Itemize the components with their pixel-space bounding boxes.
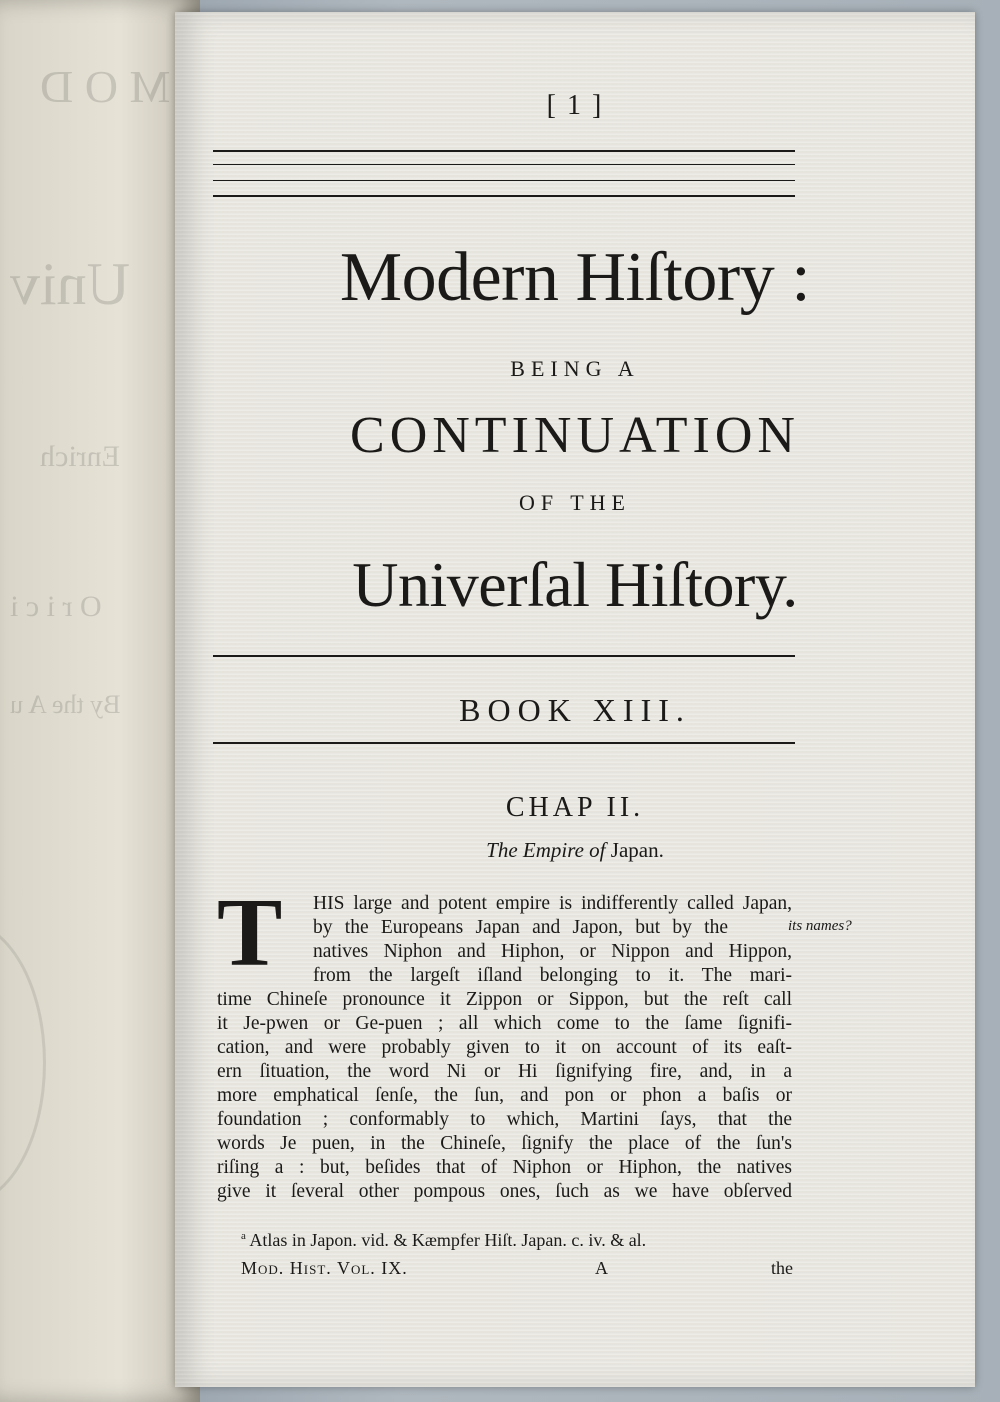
ghost-text: By the A u	[10, 690, 121, 719]
chapter-heading: CHAP II.	[505, 792, 645, 823]
head-rule	[213, 195, 795, 197]
ghost-text: Univ	[10, 251, 130, 317]
text-line: it Je-pwen or Ge-puen ; all which come to the ſame ſignifi-	[217, 1013, 792, 1034]
ghost-ornament	[0, 920, 46, 1206]
text-line: foundation ; conformably to which, Martini ſays, that the	[217, 1109, 792, 1130]
subtitle-being-a: BEING A	[510, 356, 640, 381]
margin-note: its names?	[788, 918, 852, 934]
divider-rule	[213, 655, 795, 657]
chapter-subtitle-roman: Japan.	[610, 838, 664, 862]
text-line: time Chineſe pronounce it Zippon or Sippon, but the reſt call	[217, 989, 792, 1010]
drop-cap: T	[217, 879, 283, 987]
footnote	[241, 1230, 646, 1251]
text-line: words Je puen, in the Chineſe, ſignify the place of the ſun's	[217, 1133, 792, 1154]
text-line: riſing a : but, beſides that of Niphon or Hiphon, the natives	[217, 1157, 792, 1178]
chapter-subtitle	[175, 838, 975, 863]
footnote-text: Atlas in Japon. vid. & Kæmpfer Hiſt. Japan. c. iv. & al.	[249, 1230, 647, 1250]
ghost-text: Enrich	[40, 440, 120, 473]
divider-rule	[213, 742, 795, 744]
ghost-text: O r i c i	[10, 590, 102, 623]
head-rule	[213, 150, 795, 152]
text-line: ern ſituation, the word Ni or Hi ſignifying fire, and, in a	[217, 1061, 792, 1082]
page-number: [ 1 ]	[546, 90, 604, 121]
left-page	[0, 0, 200, 1402]
text-line: natives Niphon and Hiphon, or Nippon and Hippon,	[313, 941, 792, 962]
title-universal-history: Univerſal Hiſtory.	[352, 549, 798, 620]
left-page-bleed-through	[0, 0, 200, 1402]
text-line: cation, and were probably given to it on account of its eaſt-	[217, 1037, 792, 1058]
title-modern-history: Modern Hiſtory :	[339, 239, 811, 316]
text-line: from the largeſt iſland belonging to it. The mari-	[313, 965, 792, 986]
text-line: by the Europeans Japan and Japon, but by the	[313, 917, 728, 938]
book-heading: BOOK XIII.	[459, 692, 691, 728]
text-line: HIS large and potent empire is indifferently called Japan,	[313, 893, 792, 914]
subtitle-of-the: OF THE	[519, 490, 631, 515]
ghost-text: M O D	[40, 61, 171, 112]
head-rule	[213, 180, 795, 181]
catchword: the	[771, 1258, 793, 1278]
head-rule	[213, 164, 795, 165]
chapter-subtitle-italic: The Empire of	[486, 838, 606, 862]
text-line: give it ſeveral other pompous ones, ſuch as we have obſerved	[217, 1181, 792, 1202]
footnote-mark: a	[241, 1230, 246, 1242]
text-line: more emphatical ſenſe, the ſun, and pon or phon a baſis or	[217, 1085, 792, 1106]
book-page	[175, 12, 975, 1387]
running-signature: Mod. Hist. Vol. IX.	[241, 1258, 408, 1278]
title-continuation: CONTINUATION	[350, 407, 800, 464]
signature-mark: A	[595, 1258, 608, 1278]
